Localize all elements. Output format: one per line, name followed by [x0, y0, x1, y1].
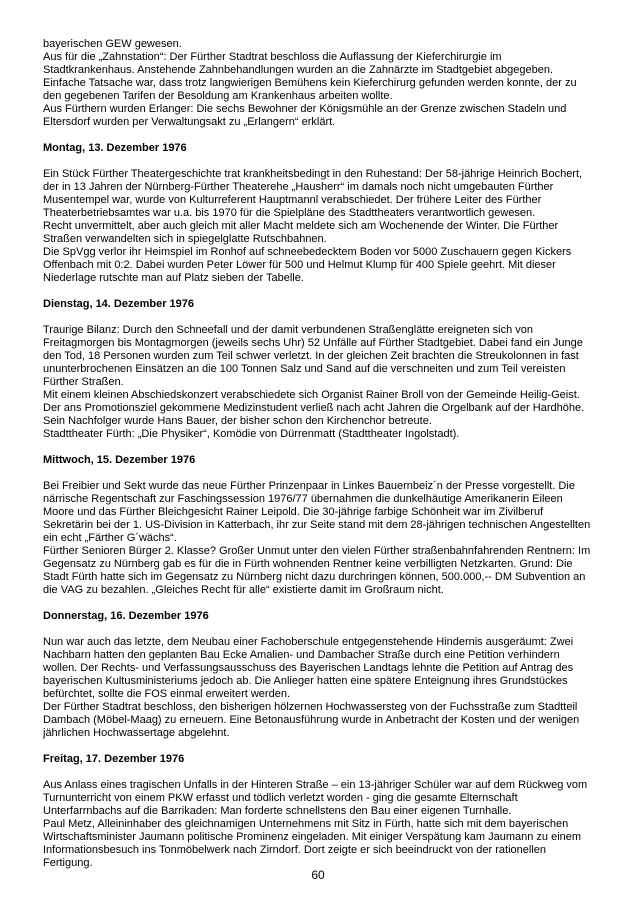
date-heading: Freitag, 17. Dezember 1976 [43, 753, 185, 765]
paragraph: Die SpVgg verlor ihr Heimspiel im Ronhof auf schneebedecktem Boden vor 5000 Zuschauern gegen Kickers Offenbach mit 0:2. Dabei wurden Peter Löwer für 500 und Helmut Klump für 400 Spiele geehrt. Mit dieser Niederlage rutschte man auf Platz sieben der Tabelle. [43, 246, 572, 284]
paragraph: Ein Stück Fürther Theatergeschichte trat krankheitsbedingt in den Ruhestand: Der 58-jährige Heinrich Bochert, der in 13 Jahren der Nürnberg-Fürther Theaterehe „Hausherr“ im damals noch nicht umgebauten Fürther Musentempel war, wurde von Kulturreferent Hauptmannl verabschiedet. Der frühere Leiter des Fürther Theaterbetriebsamtes war u.a. bis 1970 für die Spielpläne des Stadttheaters verantwortlich gewesen. [43, 168, 583, 219]
paragraph: Fürther Senioren Bürger 2. Klasse? Großer Unmut unter den vielen Fürther straßenbahnfahrenden Rentnern: Im Gegensatz zu Nürnberg gab es für die in Fürth wohnenden Rentner keine verbilligten Netzkarten. Grund: Die Stadt Fürth hatte sich im Gegensatz zu Nürnberg nicht dazu durchringen können, 500.000,-- DM Subvention an die VAG zu bezahlen. „Gleiches Recht für alle“ existierte damit im Großraum nicht. [43, 545, 591, 596]
paragraph: Traurige Bilanz: Durch den Schneefall und der damit verbundenen Straßenglätte ereigneten sich von Freitagmorgen bis Montagmorgen (jeweils sechs Uhr) 52 Unfälle auf Fürther Stadtgebiet. Dabei fand ein Junge den Tod, 18 Personen wurden zum Teil schwer verletzt. In der gleichen Zeit brachten die Streukolonnen in fast ununterbrochenen Einsätzen an die 100 Tonnen Salz und Sand auf die verschneiten und zum Teil vereisten Fürther Straßen. [43, 324, 583, 388]
paragraph: Aus Fürthern wurden Erlanger: Die sechs Bewohner der Königsmühle an der Grenze zwischen Stadeln und Eltersdorf wurden per Verwaltungsakt zu „Erlangern“ erklärt. [43, 103, 567, 128]
paragraph: Bei Freibier und Sekt wurde das neue Fürther Prinzenpaar in Linkes Bauernbeiz´n der Presse vorgestellt. Die närrische Regentschaft zur Faschingssession 1976/77 übernahmen die dunkelhäutige Amerikanerin Eileen Moore und das Fürther Bleichgesicht Rainer Leipold. Die 30-jährige farbige Schönheit war im Zivilberuf Sekretärin bei der 1. US-Division in Katterbach, ihr zur Seite stand mit dem 28-jährigen technischen Angestellten ein echt „Färther G´wächs“. [43, 480, 591, 544]
page-content [43, 38, 593, 870]
paragraph: Mit einem kleinen Abschiedskonzert verabschiedete sich Organist Rainer Broll von der Gemeinde Heilig-Geist. Der ans Promotionsziel gekommene Medizinstudent verließ nach acht Jahren die Orgelbank auf der Hardhöhe. Sein Nachfolger wurde Hans Bauer, der bisher schon den Kirchenchor betreute. [43, 389, 585, 427]
paragraph: Aus für die „Zahnstation“: Der Fürther Stadtrat beschloss die Auflassung der Kieferchirurgie im Stadtkrankenhaus. Anstehende Zahnbehandlungen wurden an die Zahnärzte im Stadtgebiet abgegeben. Einfache Tatsache war, dass trotz langwierigen Bemühens kein Kieferchirurg gefunden werden konnte, der zu den gegebenen Tarifen der Besoldung am Krankenhaus arbeiten wollte. [43, 51, 577, 102]
paragraph: bayerischen GEW gewesen. [43, 38, 182, 50]
date-heading: Montag, 13. Dezember 1976 [43, 142, 187, 154]
paragraph: Stadttheater Fürth: „Die Physiker“, Komödie von Dürrenmatt (Stadttheater Ingolstadt). [43, 428, 460, 440]
page-number: 60 [311, 868, 325, 882]
paragraph: Nun war auch das letzte, dem Neubau einer Fachoberschule entgegenstehende Hindernis ausgeräumt: Zwei Nachbarn hatten den geplanten Bau Ecke Amalien- und Dambacher Straße durch eine Petition verhindern wollen. Der Rechts- und Verfassungsausschuss des Bayerischen Landtags lehnte die Petition auf Antrag des bayerischen Kultusministeriums jedoch ab. Die Anlieger hatten eine spätere Enteignung ihres Grundstückes befürchtet, sollte die FOS einmal erweitert werden. [43, 636, 574, 700]
date-heading: Mittwoch, 15. Dezember 1976 [43, 454, 196, 466]
paragraph: Aus Anlass eines tragischen Unfalls in der Hinteren Straße – ein 13-jähriger Schüler war auf dem Rückweg vom Turnunterricht von einem PKW erfasst und tödlich verletzt worden - ging die gesamte Elternschaft Unterfarrnbachs auf die Barrikaden: Man forderte schnellstens den Bau einer eigenen Turnhalle. [43, 779, 588, 817]
paragraph: Paul Metz, Alleininhaber des gleichnamigen Unternehmens mit Sitz in Fürth, hatte sich mit dem bayerischen Wirtschaftsminister Jaumann politische Prominenz eingeladen. Mit einiger Verspätung kam Jaumann zu einem Informationsbesuch ins Tonmöbelwerk nach Zirndorf. Dort zeigte er sich beeindruckt von der rationellen Fertigung. [43, 818, 582, 869]
date-heading: Donnerstag, 16. Dezember 1976 [43, 610, 209, 622]
date-heading: Dienstag, 14. Dezember 1976 [43, 298, 195, 310]
paragraph: Der Fürther Stadtrat beschloss, den bisherigen hölzernen Hochwassersteg von der Fuchsstraße zum Stadtteil Dambach (Möbel-Maag) zu erneuern. Eine Betonausführung wurde in Anbetracht der Kosten und der wenigen jährlichen Hochwassertage abgelehnt. [43, 701, 580, 739]
paragraph: Recht unvermittelt, aber auch gleich mit aller Macht meldete sich am Wochenende der Winter. Die Fürther Straßen verwandelten sich in spiegelglatte Rutschbahnen. [43, 220, 559, 245]
